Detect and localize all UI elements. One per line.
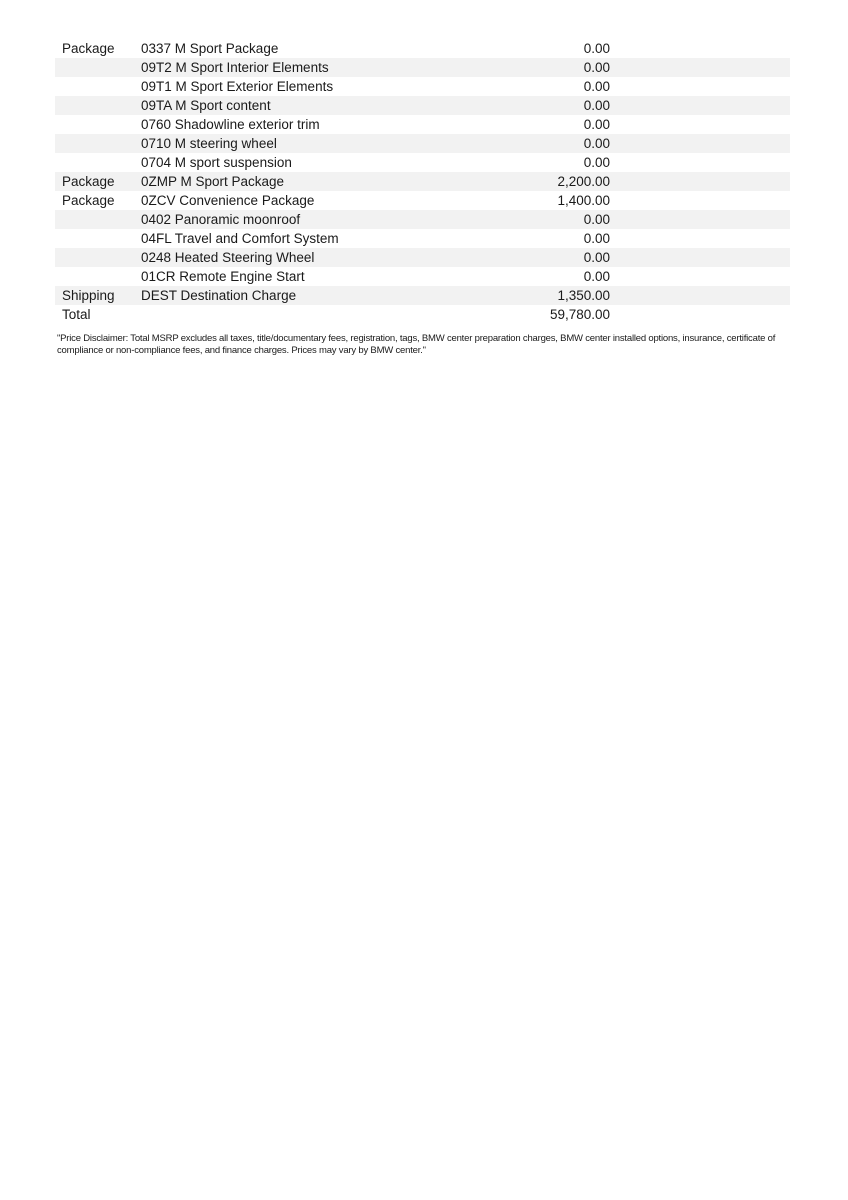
table-row (55, 58, 790, 77)
row-item: 0ZMP M Sport Package (141, 174, 285, 189)
row-category: Package (62, 41, 115, 56)
table-row (55, 248, 790, 267)
row-amount: 0.00 (583, 136, 610, 151)
table-row (55, 229, 790, 248)
row-amount: 59,780.00 (549, 307, 610, 322)
table-row (55, 210, 790, 229)
row-amount: 0.00 (583, 250, 610, 265)
table-row (55, 286, 790, 305)
table-row (55, 134, 790, 153)
row-amount: 0.00 (583, 212, 610, 227)
row-amount: 2,200.00 (557, 174, 610, 189)
row-item: 09T2 M Sport Interior Elements (141, 60, 329, 75)
row-amount: 1,400.00 (557, 193, 610, 208)
row-amount: 0.00 (583, 117, 610, 132)
row-amount: 0.00 (583, 269, 610, 284)
row-category: Package (62, 193, 115, 208)
row-item: 04FL Travel and Comfort System (141, 231, 339, 246)
row-item: 0760 Shadowline exterior trim (141, 117, 320, 132)
table-row (55, 115, 790, 134)
row-item: 0ZCV Convenience Package (141, 193, 315, 208)
row-item: DEST Destination Charge (141, 288, 297, 303)
table-row (55, 191, 790, 210)
row-amount: 0.00 (583, 41, 610, 56)
row-item: 01CR Remote Engine Start (141, 269, 305, 284)
row-item: 09T1 M Sport Exterior Elements (141, 79, 334, 94)
pricing-table (55, 39, 790, 324)
row-item: 09TA M Sport content (141, 98, 271, 113)
row-amount: 0.00 (583, 60, 610, 75)
row-category: Package (62, 174, 115, 189)
row-category: Total (62, 307, 91, 322)
row-item: 0248 Heated Steering Wheel (141, 250, 315, 265)
row-amount: 1,350.00 (557, 288, 610, 303)
row-item: 0402 Panoramic moonroof (141, 212, 301, 227)
table-row (55, 172, 790, 191)
table-row (55, 305, 790, 324)
row-item: 0704 M sport suspension (141, 155, 292, 170)
price-disclaimer: "Price Disclaimer: Total MSRP excludes all taxes, title/documentary fees, registration, tags, BMW center preparation charges, BMW center installed options, insurance, certificate of compliance or non-compliance fees, and finance charges. Prices may vary by BMW center." (57, 333, 776, 356)
table-row (55, 77, 790, 96)
table-row (55, 39, 790, 58)
row-item: 0337 M Sport Package (141, 41, 279, 56)
row-category: Shipping (62, 288, 115, 303)
row-amount: 0.00 (583, 79, 610, 94)
table-row (55, 267, 790, 286)
row-item: 0710 M steering wheel (141, 136, 277, 151)
table-row (55, 153, 790, 172)
row-amount: 0.00 (583, 155, 610, 170)
row-amount: 0.00 (583, 231, 610, 246)
row-amount: 0.00 (583, 98, 610, 113)
table-row (55, 96, 790, 115)
